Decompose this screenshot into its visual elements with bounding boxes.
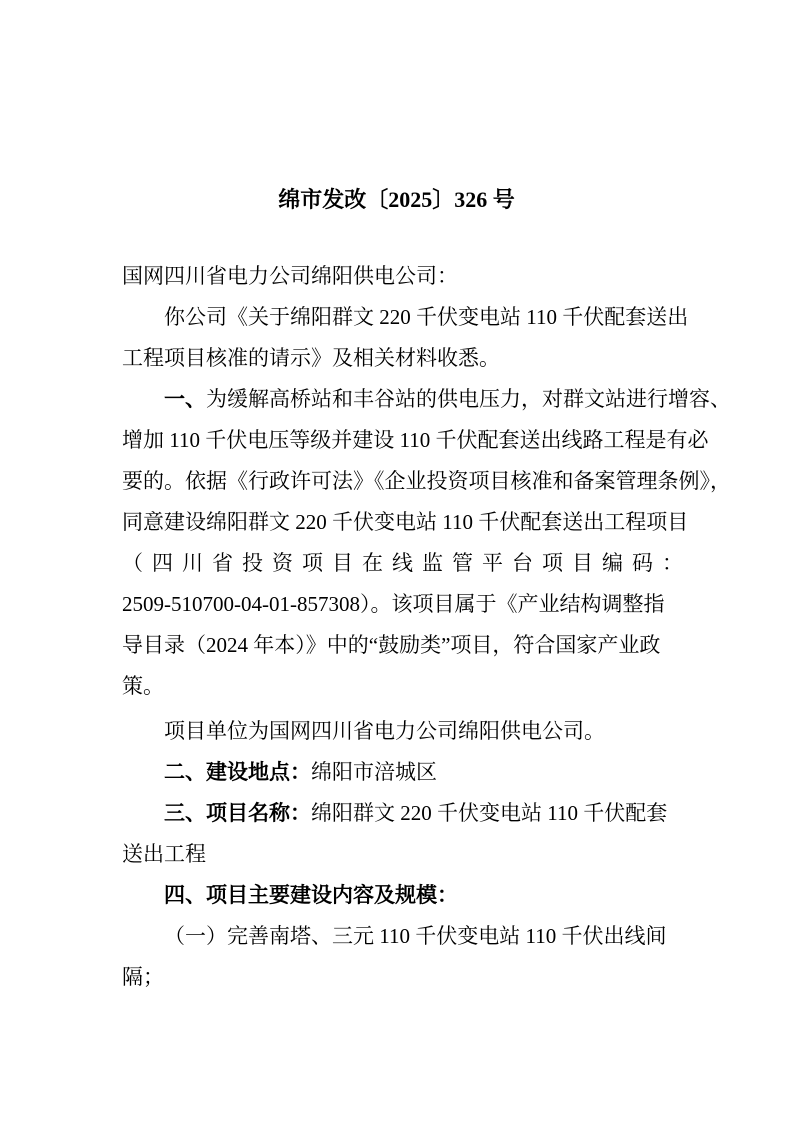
document-line [122,502,692,543]
item-1-line [122,916,692,957]
document-line [122,338,692,379]
text-run: 增加 110 千伏电压等级并建设 110 千伏配套送出线路工程是有必 [122,428,709,452]
document-line [122,957,692,998]
text-run: 绵阳群文 220 千伏变电站 110 千伏配套 [311,801,668,825]
text-run: 国网四川省电力公司绵阳供电公司： [122,264,458,288]
document-line [122,420,709,461]
text-run: 隔； [122,965,164,989]
project-unit-line [122,711,692,752]
section-4-line [122,875,692,916]
text-run: 送出工程 [122,842,206,866]
text-run: 2509-510700-04-01-857308）。该项目属于《产业结构调整指 [122,592,665,616]
section-1-heading: 一、 [164,388,206,411]
document-line [122,834,692,875]
text-run: 同意建设绵阳群文 220 千伏变电站 110 千伏配套送出工程项目 [122,510,689,534]
text-run: 要的。依据《行政许可法》《企业投资项目核准和备案管理条例》， [122,469,731,493]
project-code-line [122,584,692,625]
text-run: 工程项目核准的请示》及相关材料收悉。 [122,346,500,370]
text-run: 项目单位为国网四川省电力公司绵阳供电公司。 [164,719,605,743]
section-2-line [122,752,692,793]
section-2-heading: 二、建设地点： [164,761,311,784]
text-run: 策。 [122,674,164,698]
section-1-line [122,379,731,420]
text-run: 绵阳市涪城区 [311,760,437,784]
project-code-label-line [122,543,692,584]
section-3-line [122,793,692,834]
text-run: （四川省投资项目在线监管平台项目编码： [122,551,692,575]
text-run: （一）完善南塔、三元 110 千伏变电站 110 千伏出线间 [164,924,667,948]
doc-number: 绵市发改〔2025〕326 号 [278,187,515,212]
section-3-heading: 三、项目名称： [164,802,311,825]
section-4-heading: 四、项目主要建设内容及规模： [164,884,458,907]
document-body [122,256,731,998]
text-run: 导目录（2024 年本）》中的“鼓励类”项目，符合国家产业政 [122,633,661,657]
document-line [122,297,692,338]
document-line [122,666,692,707]
document-line [122,625,692,666]
text-run: 你公司《关于绵阳群文 220 千伏变电站 110 千伏配套送出 [164,305,689,329]
document-line [122,461,731,502]
text-run: 为缓解高桥站和丰谷站的供电压力，对群文站进行增容、 [206,387,731,411]
salutation-line [122,256,692,297]
